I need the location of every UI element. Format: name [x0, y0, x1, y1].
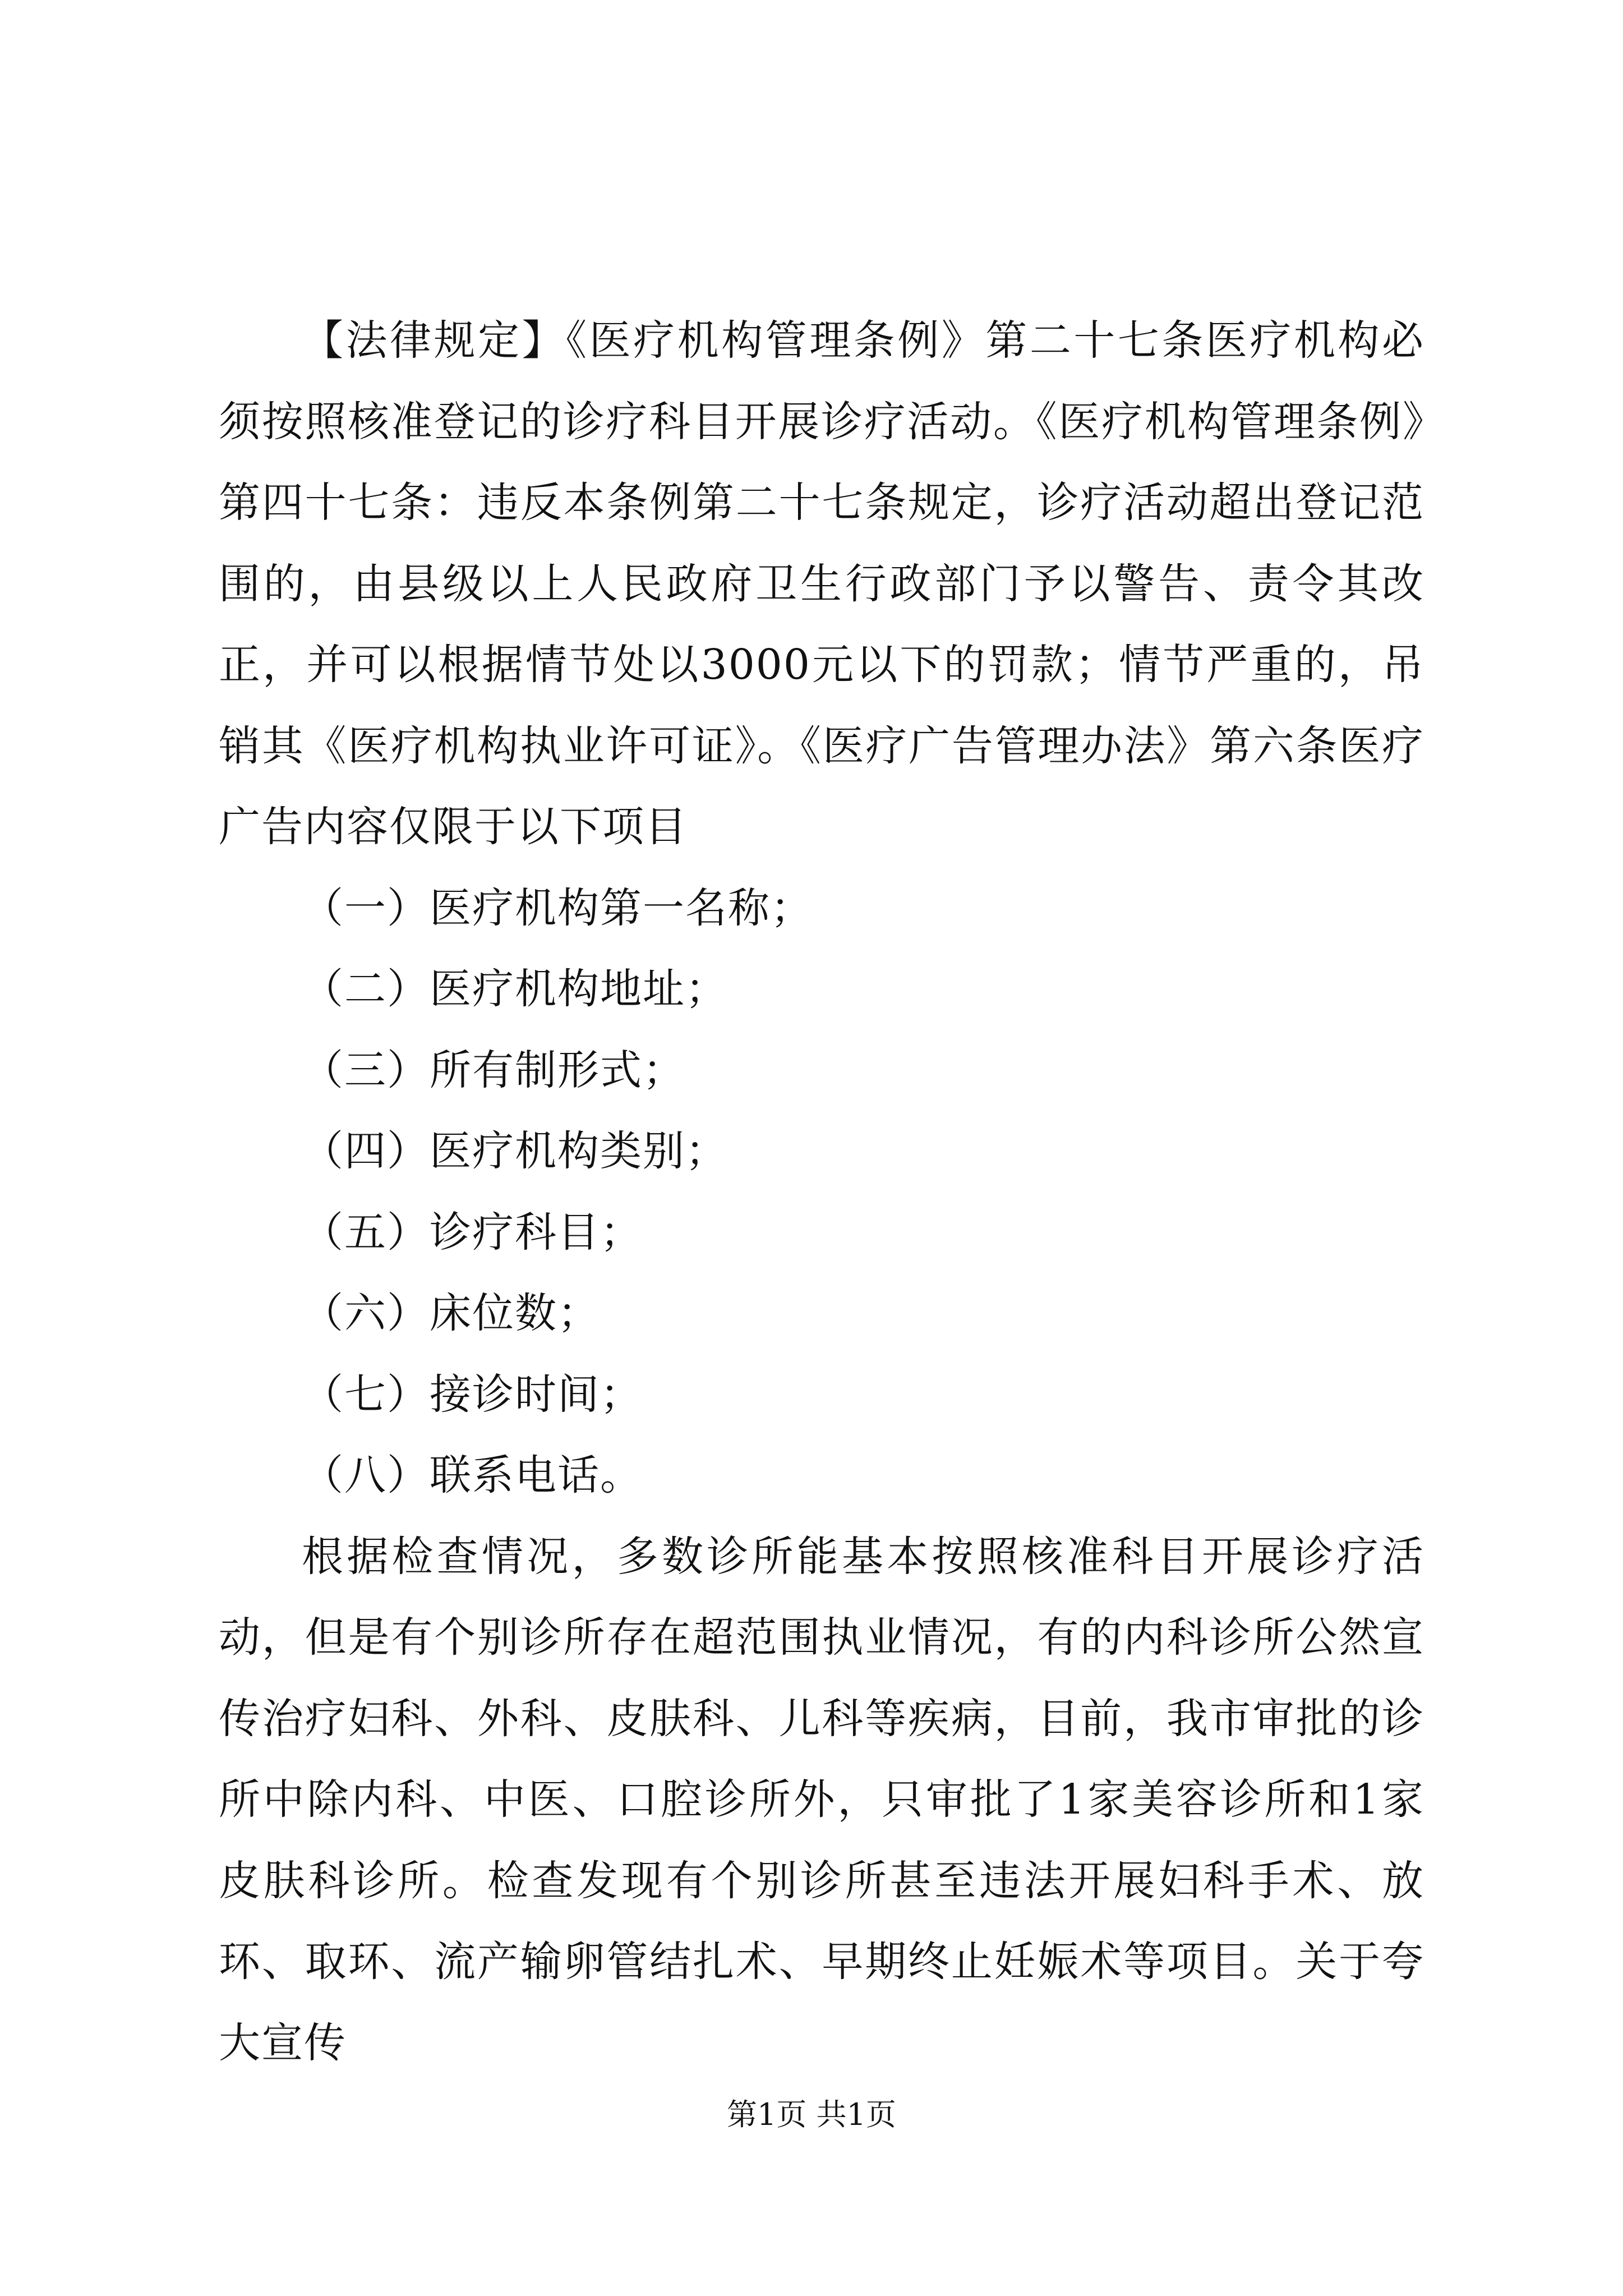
list-item-2: （二）医疗机构地址； — [302, 965, 728, 1013]
list-item-4: （四）医疗机构类别； — [302, 1127, 728, 1175]
paragraph-inspection-findings: 根据检查情况，多数诊所能基本按照核准科目开展诊疗活动，但是有个别诊所存在超范围执业情况，有的内科诊所公然宣传治疗妇科、外科、皮肤科、儿科等疾病，目前，我市审批的诊所中除内科、中医、口腔诊所外，只审批了1家美容诊所和1家皮肤科诊所。检查发现有个别诊所甚至违法开展妇科手术、放环、取环、流产输卵管结扎术、早期终止妊娠术等项目。关于夸大宣传 — [219, 1532, 1424, 2067]
list-item-8: （八）联系电话。 — [302, 1451, 643, 1499]
paragraph-legal-provisions: 【法律规定】《医疗机构管理条例》第二十七条医疗机构必须按照核准登记的诊疗科目开展诊疗活动。《医疗机构管理条例》第四十七条：违反本条例第二十七条规定，诊疗活动超出登记范围的，由县级以上人民政府卫生行政部门予以警告、责令其改正，并可以根据情节处以3000元以下的罚款；情节严重的，吊销其《医疗机构执业许可证》。《医疗广告管理办法》第六条医疗广告内容仅限于以下项目 — [219, 316, 1424, 851]
document-body — [219, 300, 1424, 2083]
list-item-1: （一）医疗机构第一名称； — [302, 884, 813, 932]
page-footer: 第1页 共1页 — [727, 2097, 896, 2132]
list-item-6: （六）床位数； — [302, 1289, 600, 1337]
list-item-5: （五）诊疗科目； — [302, 1208, 643, 1257]
list-item-3: （三）所有制形式； — [302, 1046, 685, 1094]
list-item-7: （七）接诊时间； — [302, 1370, 643, 1419]
